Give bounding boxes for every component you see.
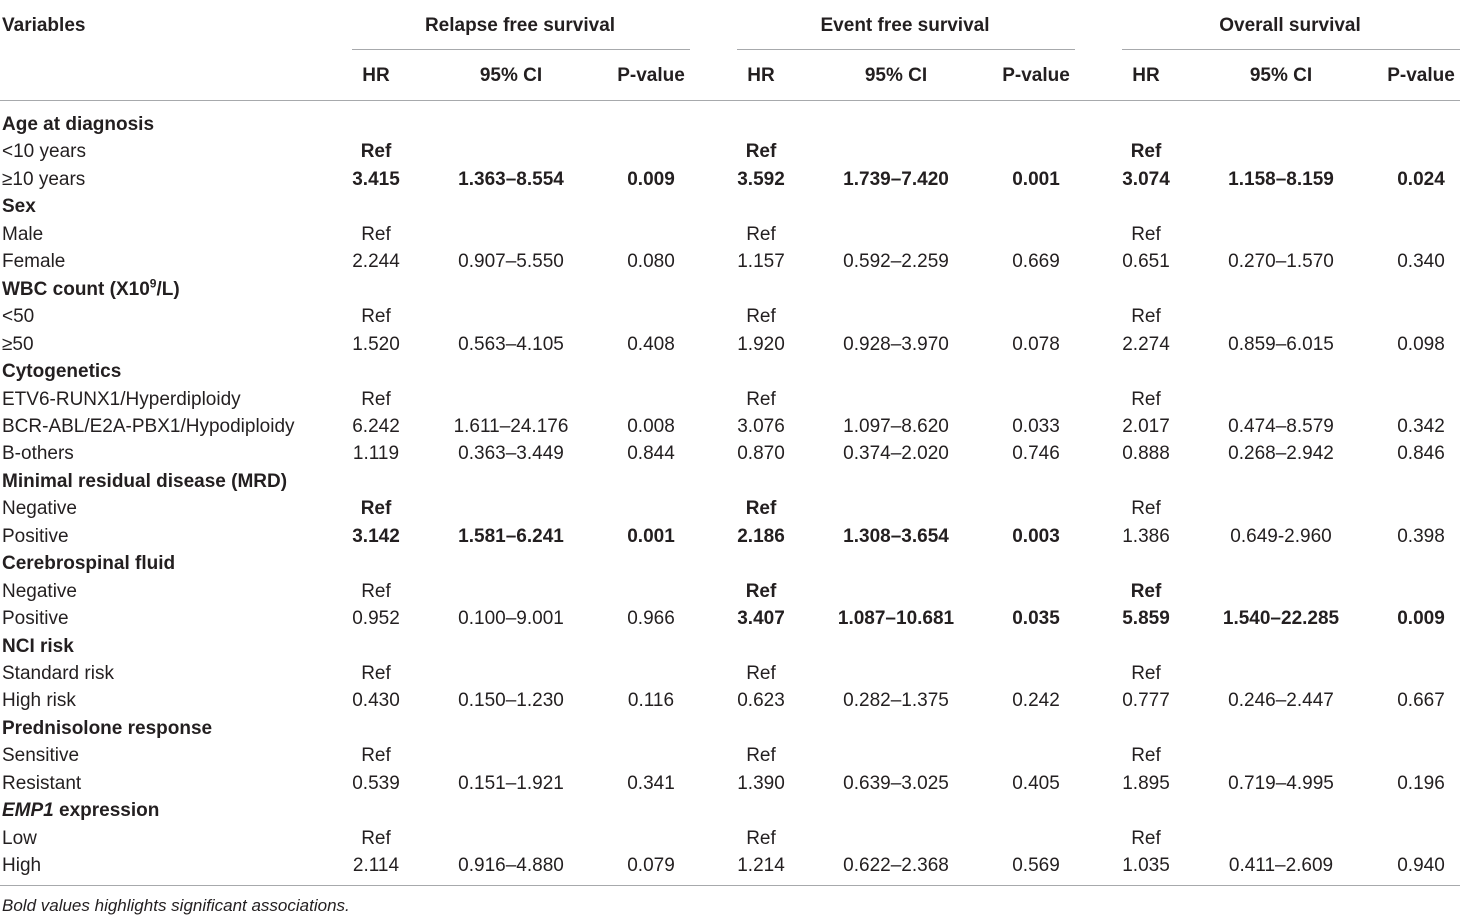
cell-ci: 0.474–8.579 [1228, 416, 1334, 437]
subheader-p-value: P-value [1002, 65, 1070, 86]
group-underline [737, 49, 1075, 50]
cell-hr: Ref [1131, 498, 1161, 519]
row-label: <10 years [2, 141, 86, 162]
section-label: Cytogenetics [2, 361, 122, 382]
cell-hr: Ref [361, 828, 391, 849]
cell-hr: Ref [1130, 141, 1162, 162]
cell-hr: Ref [745, 581, 777, 602]
cell-hr: 1.390 [737, 773, 785, 794]
cell-ci: 0.374–2.020 [843, 443, 949, 464]
cell-hr: 2.186 [737, 526, 785, 547]
cell-ci: 0.100–9.001 [458, 608, 564, 629]
subheader-ci: 95% CI [864, 65, 928, 86]
row-label: Positive [2, 608, 69, 629]
footnote: Bold values highlights significant associations. [2, 896, 350, 915]
cell-p-value: 0.408 [627, 334, 675, 355]
cell-p-value: 0.116 [627, 690, 675, 711]
cell-hr: 3.415 [352, 169, 400, 190]
cell-p-value: 0.405 [1012, 773, 1060, 794]
section-label: NCI risk [2, 636, 74, 657]
cell-p-value: 0.341 [627, 773, 675, 794]
cell-hr: 0.870 [737, 443, 785, 464]
cell-ci: 0.282–1.375 [843, 690, 949, 711]
cell-hr: 2.017 [1122, 416, 1170, 437]
row-label: B-others [2, 443, 74, 464]
row-label: Female [2, 251, 66, 272]
cell-hr: 1.035 [1122, 855, 1170, 876]
cell-hr: Ref [361, 663, 391, 684]
cell-hr: Ref [360, 141, 392, 162]
cell-hr: Ref [361, 224, 391, 245]
cell-hr: 3.074 [1122, 169, 1170, 190]
subheader-hr: HR [1132, 65, 1160, 86]
section-label: EMP1 expression [2, 800, 160, 821]
cell-hr: Ref [746, 224, 776, 245]
cell-hr: Ref [360, 498, 392, 519]
row-label: Male [2, 224, 44, 245]
cell-hr: 5.859 [1122, 608, 1170, 629]
cell-ci: 0.649-2.960 [1230, 526, 1332, 547]
cell-p-value: 0.342 [1397, 416, 1445, 437]
cell-hr: 3.076 [737, 416, 785, 437]
cell-hr: Ref [361, 389, 391, 410]
cell-ci: 0.270–1.570 [1228, 251, 1334, 272]
group-title-event-free-survival: Event free survival [820, 15, 990, 36]
section-label: Prednisolone response [2, 718, 213, 739]
cell-hr: 1.214 [737, 855, 785, 876]
cell-hr: Ref [1131, 745, 1161, 766]
row-label: High [2, 855, 42, 876]
cell-ci: 0.719–4.995 [1228, 773, 1334, 794]
cell-ci: 0.411–2.609 [1228, 855, 1334, 876]
cell-p-value: 0.001 [1012, 169, 1060, 190]
row-label: Negative [2, 498, 77, 519]
row-label: <50 [2, 306, 35, 327]
group-title-relapse-free-survival: Relapse free survival [424, 15, 616, 36]
cell-ci: 1.581–6.241 [458, 526, 564, 547]
cell-hr: 3.592 [737, 169, 785, 190]
cell-hr: 3.407 [737, 608, 785, 629]
group-title-overall-survival: Overall survival [1219, 15, 1361, 36]
cell-hr: 0.430 [352, 690, 400, 711]
cell-hr: 0.623 [737, 690, 785, 711]
row-label: Resistant [2, 773, 82, 794]
cell-p-value: 0.940 [1397, 855, 1445, 876]
cell-p-value: 0.398 [1397, 526, 1445, 547]
cell-p-value: 0.008 [627, 416, 675, 437]
cell-hr: Ref [746, 745, 776, 766]
cell-ci: 0.150–1.230 [458, 690, 564, 711]
cell-p-value: 0.569 [1012, 855, 1060, 876]
cell-p-value: 0.966 [627, 608, 675, 629]
cell-hr: 2.114 [352, 855, 400, 876]
cell-ci: 0.268–2.942 [1228, 443, 1334, 464]
row-label: ETV6-RUNX1/Hyperdiploidy [2, 389, 241, 410]
cell-p-value: 0.035 [1012, 608, 1060, 629]
row-label: Standard risk [2, 663, 114, 684]
cell-hr: 0.777 [1122, 690, 1170, 711]
cell-hr: 6.242 [352, 416, 400, 437]
section-label: WBC count $(X10^9/L)$ [2, 276, 180, 300]
cell-hr: 1.895 [1122, 773, 1170, 794]
cell-ci: 1.611–24.176 [453, 416, 569, 437]
cell-hr: 1.157 [737, 251, 785, 272]
cell-hr: 1.920 [737, 334, 785, 355]
cell-ci: 1.739–7.420 [843, 169, 949, 190]
cell-ci: 1.087–10.681 [837, 608, 955, 629]
cell-ci: 0.907–5.550 [458, 251, 564, 272]
cell-ci: 0.563–4.105 [458, 334, 564, 355]
cell-p-value: 0.080 [627, 251, 675, 272]
row-label: Positive [2, 526, 69, 547]
header-divider [0, 100, 1460, 101]
cell-hr: Ref [1131, 306, 1161, 327]
row-label: Low [2, 828, 37, 849]
cell-p-value: 0.669 [1012, 251, 1060, 272]
cell-ci: 0.151–1.921 [458, 773, 564, 794]
cell-hr: 1.119 [352, 443, 400, 464]
cell-ci: 0.916–4.880 [458, 855, 564, 876]
cell-hr: Ref [1131, 224, 1161, 245]
cell-ci: 0.859–6.015 [1228, 334, 1334, 355]
cell-hr: Ref [746, 389, 776, 410]
cell-p-value: 0.003 [1012, 526, 1060, 547]
cell-ci: 0.246–2.447 [1228, 690, 1334, 711]
cell-hr: Ref [361, 581, 391, 602]
cell-p-value: 0.033 [1012, 416, 1060, 437]
cell-hr: 0.888 [1122, 443, 1170, 464]
cell-p-value: 0.196 [1397, 773, 1445, 794]
cell-hr: 3.142 [352, 526, 400, 547]
cell-p-value: 0.667 [1397, 690, 1445, 711]
table-bottom-rule [0, 885, 1460, 886]
subheader-hr: HR [747, 65, 775, 86]
cell-p-value: 0.846 [1397, 443, 1445, 464]
cell-ci: 0.363–3.449 [458, 443, 564, 464]
cell-p-value: 0.844 [627, 443, 675, 464]
row-label: Negative [2, 581, 77, 602]
header-variables: Variables [2, 15, 86, 36]
section-label: Sex [2, 196, 36, 217]
row-label: ≥50 [2, 334, 34, 355]
cell-ci: 0.592–2.259 [843, 251, 949, 272]
cell-hr: Ref [361, 306, 391, 327]
cell-ci: 1.158–8.159 [1228, 169, 1334, 190]
section-label: Cerebrospinal fluid [2, 553, 176, 574]
section-label: Minimal residual disease (MRD) [2, 471, 288, 492]
cell-p-value: 0.009 [627, 169, 675, 190]
cell-hr: 1.386 [1122, 526, 1170, 547]
subheader-hr: HR [362, 65, 390, 86]
cell-hr: 0.539 [352, 773, 400, 794]
cell-ci: 0.639–3.025 [843, 773, 949, 794]
cell-hr: Ref [745, 141, 777, 162]
row-label: Sensitive [2, 745, 80, 766]
cell-hr: Ref [746, 306, 776, 327]
cell-ci: 1.540–22.285 [1222, 608, 1340, 629]
cell-p-value: 0.079 [627, 855, 675, 876]
subheader-p-value: P-value [1387, 65, 1455, 86]
cell-p-value: 0.340 [1397, 251, 1445, 272]
cell-hr: Ref [746, 663, 776, 684]
cell-ci: 1.097–8.620 [843, 416, 949, 437]
row-label: High risk [2, 690, 76, 711]
subheader-ci: 95% CI [479, 65, 543, 86]
cell-hr: Ref [361, 745, 391, 766]
cell-p-value: 0.242 [1012, 690, 1060, 711]
subheader-p-value: P-value [617, 65, 685, 86]
cell-hr: 0.651 [1122, 251, 1170, 272]
cell-hr: Ref [745, 498, 777, 519]
cell-hr: Ref [746, 828, 776, 849]
cell-p-value: 0.098 [1397, 334, 1445, 355]
cell-hr: 2.244 [352, 251, 400, 272]
cell-ci: 1.363–8.554 [458, 169, 564, 190]
cell-p-value: 0.024 [1397, 169, 1445, 190]
cell-hr: Ref [1130, 581, 1162, 602]
cell-p-value: 0.078 [1012, 334, 1060, 355]
section-label: Age at diagnosis [2, 114, 155, 135]
cell-p-value: 0.746 [1012, 443, 1060, 464]
subheader-ci: 95% CI [1249, 65, 1313, 86]
cell-hr: Ref [1131, 828, 1161, 849]
cell-hr: 0.952 [352, 608, 400, 629]
group-underline [1122, 49, 1460, 50]
cell-ci: 0.928–3.970 [843, 334, 949, 355]
cell-p-value: 0.009 [1397, 608, 1445, 629]
cell-hr: Ref [1131, 663, 1161, 684]
cell-hr: 2.274 [1122, 334, 1170, 355]
row-label: ≥10 years [2, 169, 86, 190]
cell-hr: Ref [1131, 389, 1161, 410]
group-underline [352, 49, 690, 50]
cell-p-value: 0.001 [627, 526, 675, 547]
cell-ci: 0.622–2.368 [843, 855, 949, 876]
row-label: BCR-ABL/E2A-PBX1/Hypodiploidy [2, 416, 295, 437]
cell-hr: 1.520 [352, 334, 400, 355]
cell-ci: 1.308–3.654 [843, 526, 949, 547]
